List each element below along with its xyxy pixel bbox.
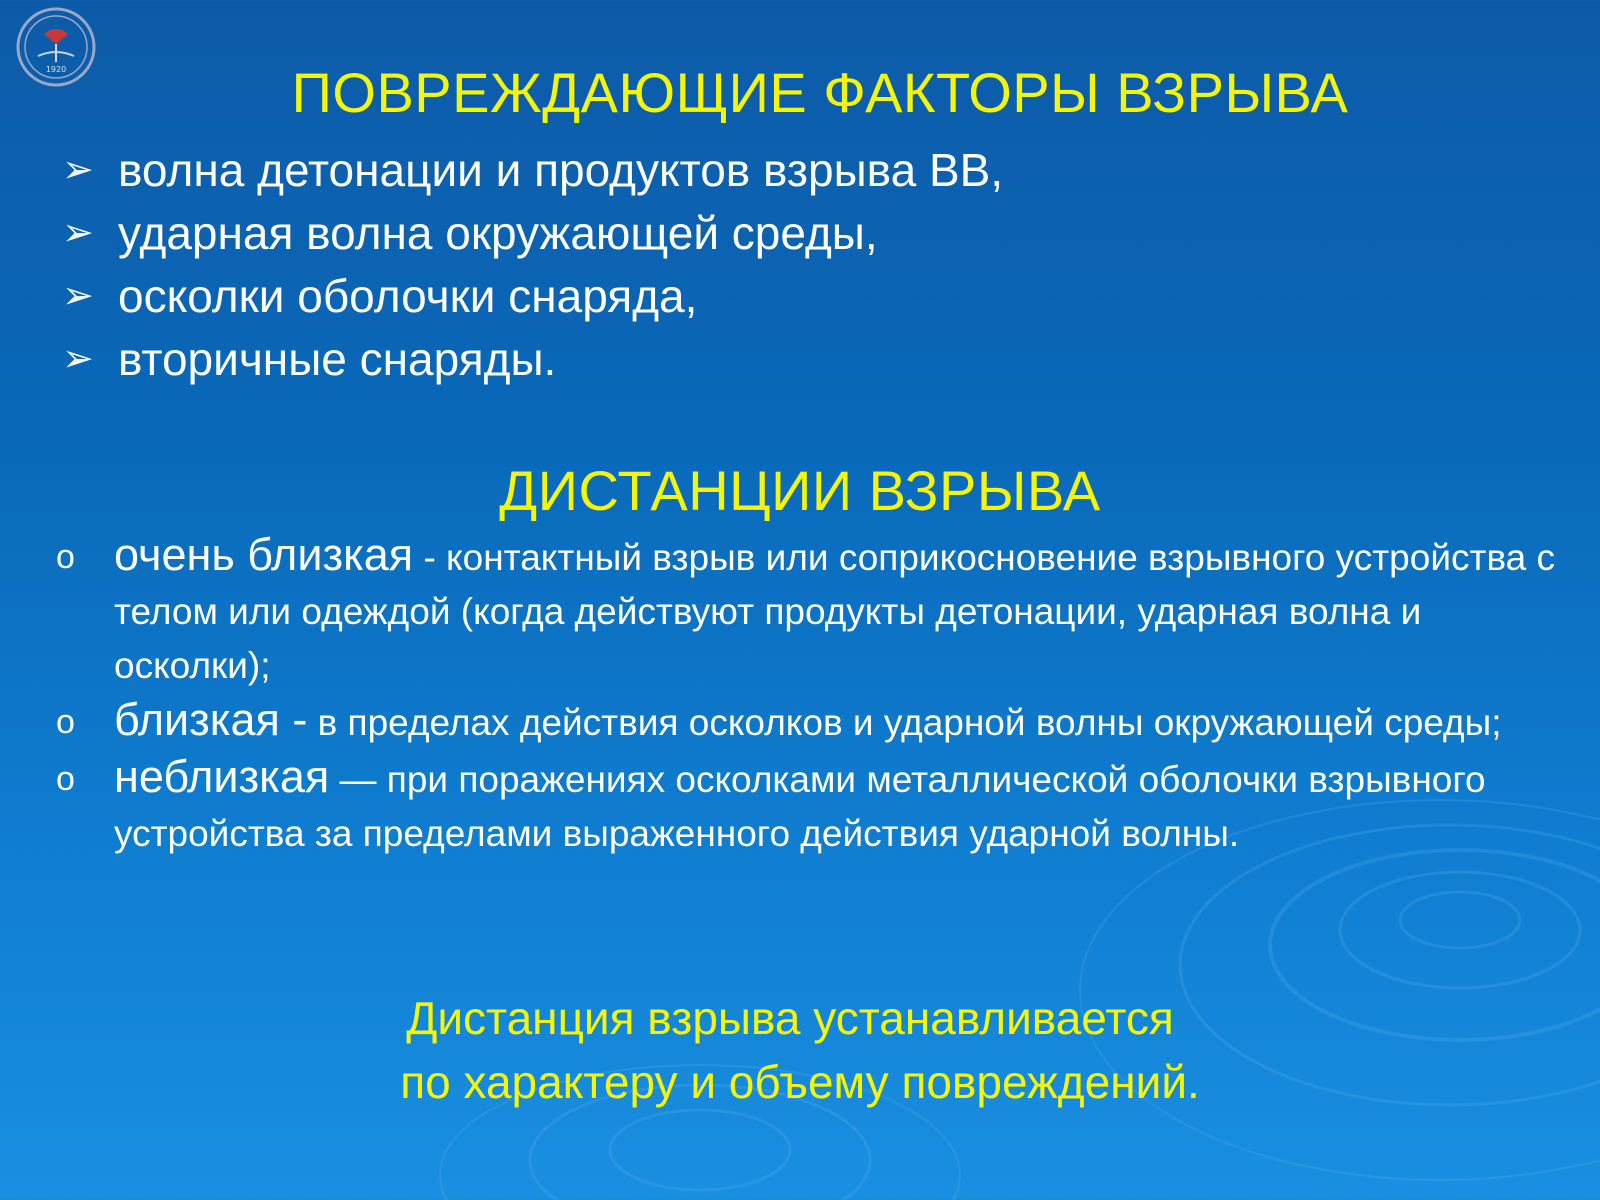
logo-year: 1920 [45,65,67,74]
conclusion-text [0,986,1600,1114]
list-item [56,750,1556,861]
distance-definition: — при поражениях осколками металлической оболочки взрывного устройства за пределами выраженного действия ударной волны. [114,759,1486,854]
distance-term: очень близкая [114,529,414,580]
distance-term: близкая - [114,694,308,745]
hollow-circle-bullet-icon: o [56,703,75,741]
damaging-factors-list [62,138,1003,390]
list-item [56,693,1556,750]
arrowhead-bullet-icon: ➢ [62,338,94,380]
conclusion-line: Дистанция взрыва устанавливается [406,992,1174,1044]
arrowhead-bullet-icon: ➢ [62,275,94,317]
list-item [62,138,1003,201]
list-item [62,264,1003,327]
factor-text: осколки оболочки снаряда, [118,269,698,322]
distance-definition: - контактный взрыв или соприкосновение взрывного устройства с телом или одеждой (когда действуют продукты детонации, ударная волна и осколки); [114,537,1556,686]
section-title: ДИСТАНЦИИ ВЗРЫВА [499,459,1101,522]
list-item [62,327,1003,390]
hollow-circle-bullet-icon: o [56,538,75,576]
conclusion-line: по характеру и объему повреждений. [400,1056,1200,1108]
factor-text: волна детонации и продуктов взрыва ВВ, [118,143,1004,196]
distance-term: неблизкая [114,751,330,802]
list-item [56,528,1556,693]
arrowhead-bullet-icon: ➢ [62,149,94,191]
factor-text: ударная волна окружающей среды, [118,206,878,259]
explosion-distances-list [56,528,1556,861]
hollow-circle-bullet-icon: o [56,760,75,798]
arrowhead-bullet-icon: ➢ [62,212,94,254]
factor-text: вторичные снаряды. [118,332,557,385]
page-title: ПОВРЕЖДАЮЩИЕ ФАКТОРЫ ВЗРЫВА [291,61,1349,124]
list-item [62,201,1003,264]
distance-definition: в пределах действия осколков и ударной волны окружающей среды; [307,702,1502,743]
